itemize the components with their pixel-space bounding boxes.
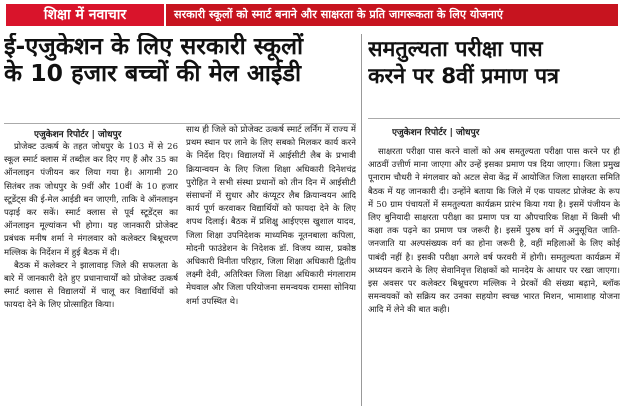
right-rule [368,118,620,119]
left-column-2 [186,124,356,406]
right-headline-line1: समतुल्यता परीक्षा पास [368,37,543,62]
column-divider [361,34,362,406]
left-byline: एजुकेशन रिपोर्टर | जोधपुर [34,130,122,140]
left-headline [4,33,356,87]
right-byline: एजुकेशन रिपोर्टर | जोधपुर [392,128,480,138]
left-column-1 [4,141,178,406]
left-paragraph-2: बैठक में कलेक्टर ने झालावाड़ जिले की सफलता के बारे में जानकारी देते हुए प्रधानाचार्यों को प्रोजेक्ट उत्कर्ष स्मार्ट क्लास से विद्यालयों में चालू कर विद्यार्थियों को फायदा देने के लिए प्रोत्साहित किया। [4,260,178,311]
right-headline [368,37,620,91]
left-headline-line2: के 10 हजार बच्चों की मेल आईडी [4,59,302,88]
left-paragraph-3: साथ ही जिले को प्रोजेक्ट उत्कर्ष स्मार्ट लर्निंग में राज्य में प्रथम स्थान पर लाने के लिए सबको मिलकर कार्य करने के निर्देश दिए। विद्यालयों में आईसीटी लैब के प्रभावी क्रियान्वयन के लिए जिला शिक्षा अधिकारी दिनेशचंद्र पुरोहित ने सभी संस्था प्रधानों को तीन दिन में आईसीटी संसाधनों में सुधार और कंप्यूटर लैब क्रियान्वयन आदि कार्य पूर्ण करवाकर विद्यार्थियों को फायदा देने के लिए शपथ दिलाई। बैठक में प्रशिक्षु आईएएस खुशाल यादव, जिला शिक्षा उपनिदेशक माध्यमिक नूतनबाला कपिला, मोदनी फाउंडेशन के निदेशक डॉ. विजय व्यास, प्रकोष्ठ अधिकारी विनीता परिहार, जिला शिक्षा अधिकारी द्वितीय लक्ष्मी देवी, अतिरिक्त जिला शिक्षा अधिकारी मंगलाराम मेघवाल और जिला परियोजना समन्वयक रामसा सोनिया शर्मा उपस्थित थे। [186,125,356,307]
right-column [368,146,620,406]
left-headline-line1: ई-एजुकेशन के लिए सरकारी स्कूलों [4,33,304,60]
section-strip: सरकारी स्कूलों को स्मार्ट बनाने और साक्षरता के प्रति जागरूकता के लिए योजनाएं [166,4,618,26]
right-paragraph: साक्षरता परीक्षा पास करने वालों को अब समतुल्यता परीक्षा पास करने पर ही आठवीं उत्तीर्ण माना जाएगा और उन्हें इसका प्रमाण पत्र दिया जाएगा। जिला प्रमुख पूनाराम चौधरी ने मंगलवार को अटल सेवा केंद्र में आयोजित जिला साक्षरता समिति बैठक में यह जानकारी दी। उन्होंने बताया कि जिले में एक पायलट प्रोजेक्ट के रूप में 50 ग्राम पंचायतों में समतुल्यता कार्यक्रम प्रारंभ किया गया है। इसमें पंजीयन के लिए बुनियादी साक्षरता परीक्षा का प्रमाण पत्र या औपचारिक शिक्षा में किसी भी कक्षा तक पढ़ने का प्रमाण पत्र जरूरी है। इसमें पुरुष वर्ग में अनुसूचित जाति-जनजाति या अल्पसंख्यक वर्ग का होना जरूरी है, वहीं महिलाओं के लिए कोई पाबंदी नहीं है। इसकी परीक्षा अगले वर्ष फरवरी में होगी। समतुल्यता कार्यक्रम में अध्ययन कराने के लिए सेवानिवृत्त शिक्षकों को मानदेय के आधार पर रखा जाएगा। इस अवसर पर कलेक्टर बिश्नूचरण मल्लिक ने प्रेरकों की संख्या बढ़ाने, ब्लॉक समन्वयकों को सक्रिय कर उनका सहयोग स्वच्छ भारत मिशन, भामाशाह योजना आदि में लेने की बात कही। [368,147,620,316]
section-header [0,0,624,28]
right-headline-line2: करने पर 8वीं प्रमाण पत्र [368,63,559,89]
section-tag: शिक्षा में नवाचार [6,4,164,26]
left-paragraph-1: प्रोजेक्ट उत्कर्ष के तहत जोधपुर के 103 में से 26 स्कूल स्मार्ट क्लास में तब्दील कर दिए गए हैं और 35 का ऑनलाइन पंजीयन कर लिया गया है। आगामी 20 सितंबर तक जोधपुर के 9वीं और 10वीं के 10 हजार स्टूडेंट्स की ई-मेल आईडी बन जाएगी, ताकि वे ऑनलाइन पढ़ाई कर सकें। स्मार्ट क्लास से पूर्व स्टूडेंट्स का ऑनलाइन मूल्यांकन भी होगा। यह जानकारी प्रोजेक्ट प्रबंधक मनीष शर्मा ने मंगलवार को कलेक्टर बिश्नूचरण मल्लिक के निर्देशन में हुई बैठक में दी। [4,142,178,258]
